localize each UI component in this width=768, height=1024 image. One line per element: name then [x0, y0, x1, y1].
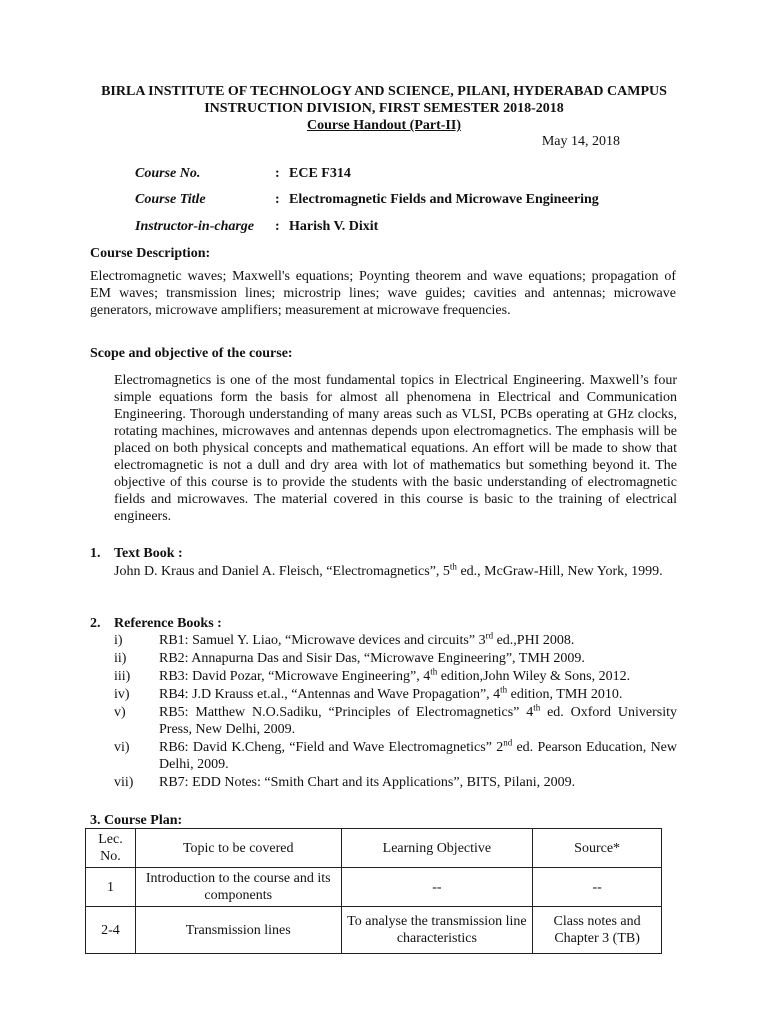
table-cell: --: [533, 868, 662, 907]
reference-sup: th: [500, 684, 508, 695]
textbook-text: John D. Kraus and Daniel A. Fleisch, “Electromagnetics”, 5: [114, 564, 450, 579]
textbook-sup: th: [449, 561, 457, 572]
table-cell: Introduction to the course and its components: [135, 868, 341, 907]
reference-item: [114, 668, 677, 685]
reference-number: ii): [114, 651, 127, 666]
references-heading-label: Reference Books :: [114, 616, 222, 631]
table-cell: 1: [86, 868, 136, 907]
table-cell: To analyse the transmission line characteristics: [341, 907, 533, 954]
division-semester: INSTRUCTION DIVISION, FIRST SEMESTER 2018-2018: [204, 101, 564, 116]
course-title-value: Electromagnetic Fields and Microwave Engineering: [289, 192, 599, 207]
table-cell: Transmission lines: [135, 907, 341, 954]
course-plan-table: [85, 828, 662, 954]
reference-number: vi): [114, 740, 130, 755]
reference-text-end: ed. Oxford University Press, New Delhi, 2009.: [159, 705, 677, 737]
textbook-heading-label: Text Book :: [114, 546, 183, 561]
course-plan-heading: 3. Course Plan:: [90, 813, 183, 828]
table-cell: 2-4: [86, 907, 136, 954]
reference-item: [114, 704, 677, 738]
reference-text: RB1: Samuel Y. Liao, “Microwave devices and circuits” 3: [159, 633, 486, 648]
reference-number: v): [114, 705, 126, 720]
instructor-value: Harish V. Dixit: [289, 219, 379, 234]
reference-text-end: edition,John Wiley & Sons, 2012.: [437, 669, 631, 684]
textbook-number: 1.: [90, 546, 101, 561]
reference-text: RB5: Matthew N.O.Sadiku, “Principles of Electromagnetics” 4: [159, 705, 534, 720]
reference-list: [114, 632, 677, 792]
course-title-label: Course Title: [135, 192, 206, 207]
column-header-lec-no: Lec. No.: [86, 829, 136, 868]
reference-item: [114, 739, 677, 773]
reference-number: vii): [114, 775, 134, 790]
table-cell: --: [341, 868, 533, 907]
textbook-entry: [114, 563, 677, 580]
reference-number: iii): [114, 669, 131, 684]
references-number: 2.: [90, 616, 101, 631]
table-header-row: [86, 829, 662, 868]
column-header-source: Source*: [533, 829, 662, 868]
reference-number: iv): [114, 687, 130, 702]
table-row: [86, 868, 662, 907]
handout-date: May 14, 2018: [541, 134, 620, 149]
column-header-objective: Learning Objective: [341, 829, 533, 868]
reference-text-end: ed.,PHI 2008.: [493, 633, 575, 648]
reference-text: RB2: Annapurna Das and Sisir Das, “Microwave Engineering”, TMH 2009.: [159, 651, 585, 666]
reference-text: RB7: EDD Notes: “Smith Chart and its Applications”, BITS, Pilani, 2009.: [159, 775, 576, 790]
reference-sup: th: [533, 702, 541, 713]
reference-item: [114, 774, 677, 791]
description-text: Electromagnetic waves; Maxwell's equations; Poynting theorem and wave equations; propagation of EM waves; transmission lines; microstrip lines; wave guides; cavities and antennas; microwave generators, microwave amplifiers; measurement at microwave frequencies.: [90, 269, 676, 318]
scope-text: Electromagnetics is one of the most fundamental topics in Electrical Engineering. Maxwell’s four simple equations form the basis for almost all phenomena in Electrical and Communication Engineering. Thorough understanding of many areas such as VLSI, PCBs operating at GHz clocks, rotating machines, microwaves and antennas depends upon electromagnetics. The emphasis will be placed on both physical concepts and mathematical equations. An effort will be made to show that electromagnetic is not a dull and dry area with lot of mathematics but something beyond it. The objective of this course is to provide the students with the basic understanding of electromagnetic fields and microwaves. The material covered in this course is basic to the training of electrical engineers.: [114, 373, 677, 524]
reference-item: [114, 686, 677, 703]
reference-text-end: ed. Pearson Education, New Delhi, 2009.: [159, 740, 678, 772]
reference-item: [114, 632, 677, 649]
course-no-value: ECE F314: [289, 166, 351, 181]
course-no-label: Course No.: [135, 166, 201, 181]
textbook-heading: [90, 545, 183, 562]
course-no-row: Course No. : ECE F314: [135, 166, 351, 181]
reference-sup: rd: [485, 630, 494, 641]
reference-sup: nd: [503, 737, 513, 748]
table-row: [86, 907, 662, 954]
description-heading: Course Description:: [90, 246, 211, 261]
reference-text-end: edition, TMH 2010.: [507, 687, 623, 702]
instructor-label: Instructor-in-charge: [135, 219, 255, 234]
course-title-row: Course Title : Electromagnetic Fields and Microwave Engineering: [135, 192, 599, 207]
reference-text: RB6: David K.Cheng, “Field and Wave Electromagnetics” 2: [159, 740, 504, 755]
column-header-topic: Topic to be covered: [135, 829, 341, 868]
reference-text: RB4: J.D Krauss et.al., “Antennas and Wave Propagation”, 4: [159, 687, 501, 702]
scope-heading: Scope and objective of the course:: [90, 346, 293, 361]
reference-number: i): [114, 633, 123, 648]
references-heading: [90, 615, 222, 632]
reference-sup: th: [430, 666, 438, 677]
table-cell: Class notes and Chapter 3 (TB): [533, 907, 662, 954]
reference-item: [114, 650, 677, 667]
reference-text: RB3: David Pozar, “Microwave Engineering”, 4: [159, 669, 431, 684]
instructor-row: Instructor-in-charge : Harish V. Dixit: [135, 219, 379, 234]
handout-title: Course Handout (Part-II): [307, 118, 461, 133]
textbook-text-end: ed., McGraw-Hill, New York, 1999.: [456, 564, 663, 579]
institute-name: BIRLA INSTITUTE OF TECHNOLOGY AND SCIENCE, PILANI, HYDERABAD CAMPUS: [101, 84, 667, 99]
